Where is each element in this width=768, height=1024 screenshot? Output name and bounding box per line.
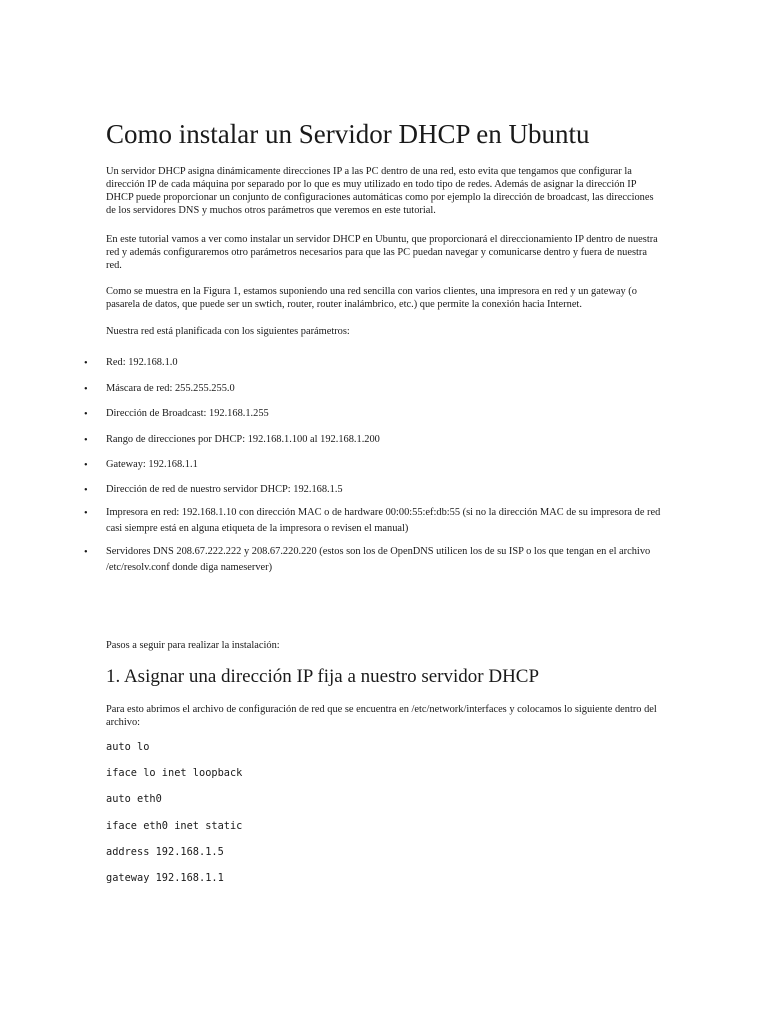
- intro-paragraph-1: Un servidor DHCP asigna dinámicamente direcciones IP a las PC dentro de una red, esto evita que tengamos que configurar la dirección IP de cada máquina por separado por lo que es muy utilizado en todo tipo de redes. Además de asignar la dirección IP DHCP puede proporcionar un conjunto de configuraciones automáticas como por ejemplo la dirección de broadcast, las direcciones de los servidores DNS y muchos otros parámetros que veremos en este tutorial.: [106, 166, 654, 216]
- list-item: Servidores DNS 208.67.222.222 y 208.67.220.220 (estos son los de OpenDNS utilicen los de su ISP o los que tengan en el archivo /etc/resolv.conf donde diga nameserver): [106, 546, 651, 573]
- document-title: Como instalar un Servidor DHCP en Ubuntu: [106, 119, 590, 149]
- bullet-marker: •: [84, 409, 88, 420]
- code-line: iface lo inet loopback: [106, 767, 243, 779]
- bullet-marker: •: [84, 547, 88, 558]
- code-line: address 192.168.1.5: [106, 846, 224, 858]
- step-1-paragraph: Para esto abrimos el archivo de configuración de red que se encuentra en /etc/network/interfaces y colocamos lo siguiente dentro del archivo:: [106, 704, 657, 728]
- code-line: auto eth0: [106, 793, 162, 805]
- bullet-marker: •: [84, 508, 88, 519]
- bullet-marker: •: [84, 485, 88, 496]
- steps-intro: Pasos a seguir para realizar la instalación:: [106, 640, 280, 651]
- list-item: Máscara de red: 255.255.255.0: [106, 383, 235, 394]
- list-item: Rango de direcciones por DHCP: 192.168.1.100 al 192.168.1.200: [106, 434, 380, 445]
- intro-paragraph-2: En este tutorial vamos a ver como instalar un servidor DHCP en Ubuntu, que proporcionará el direccionamiento IP dentro de nuestra red y además configuraremos otro parámetros necesarios para que las PC puedan navegar y comunicarse dentro y fuera de nuestra red.: [106, 234, 658, 271]
- list-item: Impresora en red: 192.168.1.10 con dirección MAC o de hardware 00:00:55:ef:db:55 (si no la dirección MAC de su impresora de red casi siempre está en alguna etiqueta de la impresora o revisen el manual): [106, 507, 661, 534]
- list-item: Dirección de Broadcast: 192.168.1.255: [106, 408, 269, 419]
- list-item: Gateway: 192.168.1.1: [106, 459, 198, 470]
- list-item: Dirección de red de nuestro servidor DHCP: 192.168.1.5: [106, 484, 343, 495]
- bullet-marker: •: [84, 358, 88, 369]
- bullet-marker: •: [84, 460, 88, 471]
- code-line: gateway 192.168.1.1: [106, 872, 224, 884]
- code-line: iface eth0 inet static: [106, 820, 243, 832]
- list-item: Red: 192.168.1.0: [106, 357, 178, 368]
- intro-paragraph-3: Como se muestra en la Figura 1, estamos suponiendo una red sencilla con varios clientes, una impresora en red y un gateway (o pasarela de datos, que puede ser un swtich, router, router inalámbrico, etc.) que permite la conexión hacia Internet.: [106, 286, 637, 310]
- code-line: auto lo: [106, 741, 150, 753]
- bullet-marker: •: [84, 384, 88, 395]
- intro-paragraph-4: Nuestra red está planificada con los siguientes parámetros:: [106, 326, 350, 337]
- bullet-marker: •: [84, 435, 88, 446]
- step-1-heading: 1. Asignar una dirección IP fija a nuestro servidor DHCP: [106, 666, 540, 687]
